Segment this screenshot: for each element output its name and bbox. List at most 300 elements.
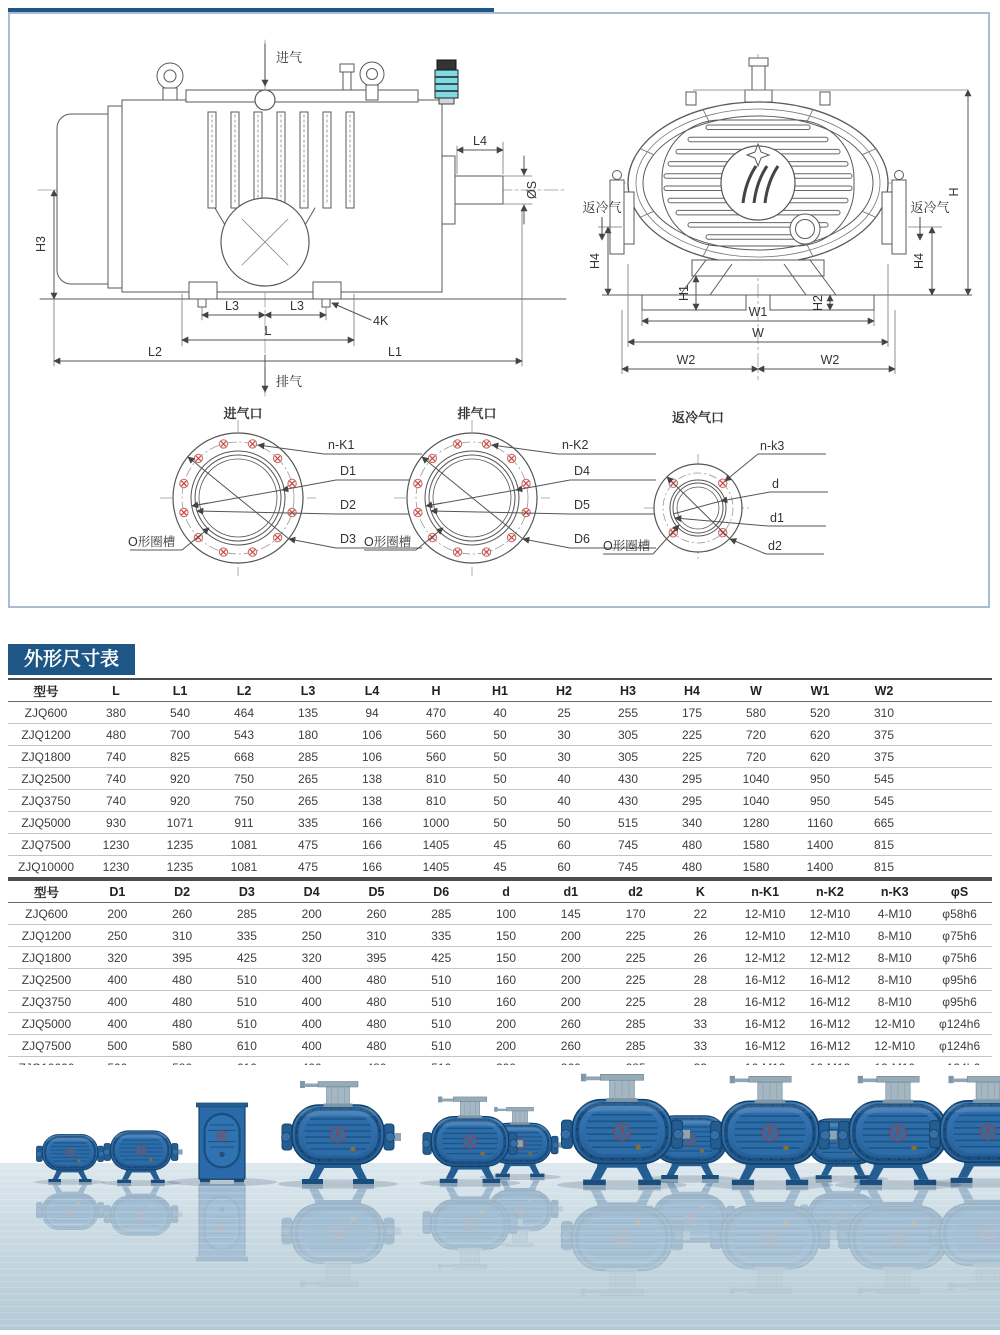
table-cell: 1405 [422,859,450,874]
table-cell: 510 [431,1016,452,1031]
table-cell: 12-M10 [744,906,786,921]
outlet-label: 排气 [276,374,303,389]
table-cell: 310 [873,705,895,720]
table-cell: 815 [873,859,895,874]
table-cell: 750 [233,793,255,808]
table-cell: 28 [693,972,708,987]
table-cell: 480 [366,1038,387,1053]
table-cell: 16-M12 [744,994,786,1009]
column-header: d1 [563,884,579,899]
table-cell: 225 [625,994,646,1009]
table-cell: 225 [681,727,703,742]
table-cell: 510 [431,972,452,987]
column-header: D2 [174,884,191,899]
table-cell: 60 [557,837,571,852]
table-cell: 425 [431,950,452,965]
table-cell: 540 [169,705,191,720]
table-cell: φ95h6 [942,994,977,1009]
table-cell: 475 [297,859,319,874]
filler-cell [916,702,992,724]
table-cell: φ124h6 [938,1038,981,1053]
table-cell: ZJQ5000 [21,815,71,830]
table-cell: ZJQ5000 [21,1016,72,1031]
dim-w1: W1 [748,305,768,319]
table-cell: 480 [172,972,193,987]
table-cell: 16-M12 [744,1038,786,1053]
table-row [8,1035,992,1057]
table-cell: 400 [301,972,322,987]
table-cell: ZJQ10000 [17,859,75,874]
table-cell: 740 [105,771,127,786]
table-cell: 135 [297,705,319,720]
table-cell: 160 [496,994,517,1009]
dim-h2: H2 [811,295,825,311]
table-cell: 180 [297,727,319,742]
dim-table-2 [8,879,992,1080]
table-cell: ZJQ2500 [21,972,72,987]
table-cell: 430 [617,771,639,786]
table-cell: 94 [365,705,379,720]
table-header-row [8,880,992,903]
table-cell: 16-M12 [744,972,786,987]
table-cell: 150 [496,928,517,943]
table-cell: 375 [873,749,895,764]
table-row [8,991,992,1013]
flange-return-detail [603,410,828,562]
table-cell: 320 [301,950,322,965]
table-cell: 8-M10 [877,950,912,965]
table-cell: 815 [873,837,895,852]
table-cell: 30 [557,727,571,742]
table-cell: 225 [625,950,646,965]
table-cell: 665 [873,815,895,830]
dim-4k: 4K [373,314,389,328]
table-cell: 200 [560,950,581,965]
table-cell: 620 [809,749,831,764]
column-header: L3 [300,683,316,698]
table-cell: 225 [681,749,703,764]
table-cell: 106 [361,749,383,764]
table-cell: 400 [301,1016,322,1031]
table-cell: 310 [366,928,387,943]
table-cell: 12-M10 [874,1016,916,1031]
column-header: n-K3 [880,884,909,899]
table-cell: ZJQ7500 [21,837,71,852]
table-cell: 480 [366,1016,387,1031]
flange-outlet-d4: D4 [574,464,590,478]
table-cell: 510 [431,994,452,1009]
table-cell: 12-M10 [874,1038,916,1053]
column-header: W1 [810,683,830,698]
flange-return-oring: O形圈槽 [603,539,651,553]
table-cell: 138 [361,771,383,786]
table-cell: 920 [169,771,191,786]
table-cell: 1580 [742,859,770,874]
table-cell: 400 [301,994,322,1009]
table-row [8,702,992,724]
table-cell: 480 [366,994,387,1009]
table-cell: 1000 [422,815,450,830]
table-cell: 335 [431,928,452,943]
table-cell: ZJQ2500 [21,771,71,786]
table-cell: 480 [366,972,387,987]
table-cell: 25 [557,705,571,720]
table-cell: 480 [681,859,703,874]
filler-cell [916,834,992,856]
column-header: 型号 [33,684,59,699]
table-cell: 1400 [806,859,834,874]
table-cell: 16-M12 [809,994,851,1009]
table-cell: 543 [233,727,255,742]
table-cell: 1081 [230,859,258,874]
table-cell: 16-M12 [809,1038,851,1053]
filler-cell [916,724,992,746]
table-cell: 260 [172,906,193,921]
table-cell: 50 [493,727,507,742]
table-title-badge: 外形尺寸表 [8,644,135,675]
table-cell: 12-M10 [744,928,786,943]
table-cell: 40 [557,793,571,808]
flange-return-d2: d2 [768,539,782,553]
dim-l3-right: L3 [290,299,304,313]
table-cell: 200 [496,1038,517,1053]
table-cell: 310 [172,928,193,943]
table-cell: 12-M12 [744,950,786,965]
table-row [8,969,992,991]
table-cell: 480 [105,727,127,742]
technical-drawing [10,14,988,606]
table-cell: 510 [236,994,257,1009]
column-header: L2 [236,683,252,698]
column-header: D5 [368,884,385,899]
table-cell: 4-M10 [877,906,912,921]
table-cell: 395 [172,950,193,965]
table-cell: 45 [493,859,507,874]
table-cell: 340 [681,815,703,830]
table-cell: 26 [693,928,708,943]
table-cell: 145 [560,906,581,921]
table-cell: 1580 [742,837,770,852]
table-cell: 510 [236,972,257,987]
column-header: n-K2 [816,884,844,899]
table-cell: 1400 [806,837,834,852]
table-cell: 265 [297,793,319,808]
table-cell: 28 [693,994,708,1009]
dim-w2-left: W2 [676,353,696,367]
table-cell: 50 [493,749,507,764]
table-cell: 950 [809,771,831,786]
table-cell: 930 [105,815,127,830]
table-cell: 545 [873,793,895,808]
flange-inlet-d3: D3 [340,532,356,546]
dim-h4-right: H4 [912,253,926,269]
flange-return-bolt-label: n-k3 [760,439,785,453]
table-cell: 1081 [230,837,258,852]
flange-outlet-d6: D6 [574,532,590,546]
table-cell: 16-M12 [809,972,851,987]
table-cell: 400 [107,994,128,1009]
filler-cell [916,790,992,812]
column-header: φS [950,884,969,899]
table-cell: 810 [425,771,447,786]
table-cell: 285 [625,1016,646,1031]
table-cell: 50 [493,771,507,786]
column-header: d [502,884,510,899]
table-row [8,856,992,879]
table-cell: 100 [496,906,517,921]
table-row [8,947,992,969]
table-cell: 200 [560,994,581,1009]
table-cell: 30 [557,749,571,764]
column-header: d2 [628,884,643,899]
table-cell: 545 [873,771,895,786]
column-header: W2 [874,683,894,698]
side-view [34,40,566,396]
table-cell: 50 [493,793,507,808]
table-cell: 950 [809,793,831,808]
table-cell: 200 [560,928,581,943]
pumps-photo-illustration [0,1065,1000,1330]
dim-w2-right: W2 [820,353,840,367]
table-cell: 375 [873,727,895,742]
table-cell: 515 [617,815,639,830]
table-cell: 60 [557,859,571,874]
table-cell: φ75h6 [942,928,977,943]
table-cell: ZJQ600 [24,705,68,720]
column-header: D6 [433,884,450,899]
table-cell: 166 [361,859,383,874]
table-cell: ZJQ1800 [21,950,72,965]
column-header: H1 [492,683,508,698]
table-cell: 400 [107,972,128,987]
table-cell: 50 [557,815,571,830]
return-air-left-label: 返冷气 [582,200,622,215]
table-cell: 1405 [422,837,450,852]
column-header: H3 [620,683,636,698]
table-row [8,1013,992,1035]
table-cell: 265 [297,771,319,786]
table-cell: φ75h6 [942,950,977,965]
table-cell: 225 [625,972,646,987]
inlet-label: 进气 [276,50,303,65]
table-cell: 170 [625,906,646,921]
return-air-right-label: 返冷气 [910,200,950,215]
dimension-tables [8,678,992,1080]
table-cell: φ95h6 [942,972,977,987]
table-cell: 285 [625,1038,646,1053]
table-cell: 12-M10 [809,928,851,943]
table-cell: 1160 [807,815,833,830]
table-cell: 740 [105,749,127,764]
table-cell: 1040 [742,793,770,808]
table-header-row [8,679,992,702]
dim-h3: H3 [34,236,48,252]
table-cell: 425 [236,950,257,965]
table-cell: 250 [107,928,128,943]
table-cell: 8-M10 [877,994,912,1009]
table-cell: ZJQ7500 [21,1038,72,1053]
table-cell: ZJQ3750 [21,994,72,1009]
table-cell: 40 [557,771,571,786]
column-header: D3 [238,884,255,899]
dim-l: L [264,324,272,338]
table-cell: 40 [493,705,507,720]
table-cell: 510 [431,1038,452,1053]
table-cell: 395 [366,950,387,965]
table-cell: 16-M12 [744,1016,786,1031]
table-cell: ZJQ600 [25,906,68,921]
table-cell: 560 [425,727,447,742]
table-cell: 825 [169,749,191,764]
flange-return-d1: d1 [770,511,784,525]
table-cell: 1230 [102,837,130,852]
table-cell: 166 [361,837,383,852]
table-cell: 470 [425,705,447,720]
table-cell: 200 [301,906,322,921]
table-cell: 200 [496,1016,517,1031]
table-cell: 305 [617,727,639,742]
dim-l1: L1 [388,345,402,359]
table-cell: 560 [425,749,447,764]
table-cell: 260 [560,1016,581,1031]
table-cell: 580 [745,705,767,720]
table-cell: 810 [425,793,447,808]
table-cell: 26 [693,950,708,965]
table-cell: 335 [297,815,319,830]
front-view [582,54,972,380]
table-cell: 1040 [742,771,770,786]
table-cell: 45 [493,837,507,852]
table-cell: 1235 [166,837,194,852]
table-cell: 8-M10 [877,928,912,943]
filler-cell [916,856,992,879]
flange-outlet-oring: O形圈槽 [364,535,412,549]
dim-h1: H1 [677,285,691,301]
flange-return-title: 返冷气口 [671,410,725,425]
flange-return-d: d [772,477,779,491]
table-cell: 475 [297,837,319,852]
table-cell: 1280 [742,815,770,830]
dim-phi-s: ØS [525,180,539,200]
table-cell: 166 [361,815,383,830]
flange-inlet-d1: D1 [340,464,356,478]
table-cell: 668 [233,749,255,764]
table-cell: 620 [809,727,831,742]
table-cell: 745 [617,837,639,852]
table-cell: 285 [297,749,319,764]
dim-table-1 [8,678,992,879]
table-cell: 400 [301,1038,322,1053]
table-cell: 12-M12 [809,950,851,965]
table-row [8,903,992,925]
flange-inlet-title: 进气口 [223,406,263,421]
table-cell: 285 [431,906,452,921]
table-cell: 1235 [166,859,194,874]
table-cell: 160 [496,972,517,987]
table-cell: 150 [496,950,517,965]
table-cell: 1071 [166,815,194,830]
table-cell: 1230 [102,859,130,874]
table-cell: 305 [617,749,639,764]
dim-w: W [752,326,764,340]
table-cell: 320 [107,950,128,965]
column-header: H2 [556,683,572,698]
table-cell: 480 [172,1016,193,1031]
column-header: D4 [303,884,320,899]
table-cell: 295 [681,793,703,808]
column-header: D1 [109,884,126,899]
table-row [8,925,992,947]
column-header: 型号 [33,885,59,900]
dim-l4: L4 [473,134,487,148]
table-row [8,790,992,812]
table-cell: ZJQ1200 [21,727,71,742]
table-cell: 295 [681,771,703,786]
table-cell: 33 [693,1038,708,1053]
table-cell: 285 [236,906,257,921]
table-cell: 50 [493,815,507,830]
column-header: L1 [172,683,188,698]
table-cell: 33 [693,1016,708,1031]
table-cell: 480 [681,837,703,852]
table-cell: 22 [693,906,708,921]
table-cell: 250 [301,928,322,943]
flange-outlet-bolt-label: n-K2 [562,438,589,452]
table-cell: 8-M10 [877,972,912,987]
flange-inlet-bolt-label: n-K1 [328,438,355,452]
table-cell: 500 [107,1038,128,1053]
table-cell: 12-M10 [809,906,851,921]
table-row [8,834,992,856]
column-header: L4 [364,683,380,698]
table-cell: 700 [169,727,191,742]
dimension-drawing-panel [8,12,990,608]
table-cell: ZJQ1800 [21,749,71,764]
table-cell: 720 [745,749,767,764]
flange-outlet-d5: D5 [574,498,590,512]
flange-inlet-oring: O形圈槽 [128,535,176,549]
table-cell: 720 [745,727,767,742]
column-header: L [112,683,120,698]
table-cell: 260 [366,906,387,921]
dim-l2: L2 [148,345,162,359]
dim-l3-left: L3 [225,299,239,313]
table-cell: 464 [233,705,255,720]
column-header: H [431,683,441,698]
filler-column [916,679,992,702]
table-cell: 740 [105,793,127,808]
table-row [8,724,992,746]
table-cell: 510 [236,1016,257,1031]
table-cell: 335 [236,928,257,943]
filler-cell [916,812,992,834]
column-header: W [750,683,762,698]
dim-h: H [947,187,961,197]
dim-h4-left: H4 [588,253,602,269]
table-cell: 911 [234,815,254,830]
filler-cell [916,768,992,790]
table-cell: 480 [172,994,193,1009]
table-cell: 750 [233,771,255,786]
flange-inlet-d2: D2 [340,498,356,512]
table-cell: 16-M12 [809,1016,851,1031]
table-cell: 175 [681,705,703,720]
table-cell: φ58h6 [942,906,977,921]
column-header: K [695,884,705,899]
table-cell: 106 [361,727,383,742]
column-header: n-K1 [751,884,780,899]
table-cell: ZJQ3750 [21,793,71,808]
